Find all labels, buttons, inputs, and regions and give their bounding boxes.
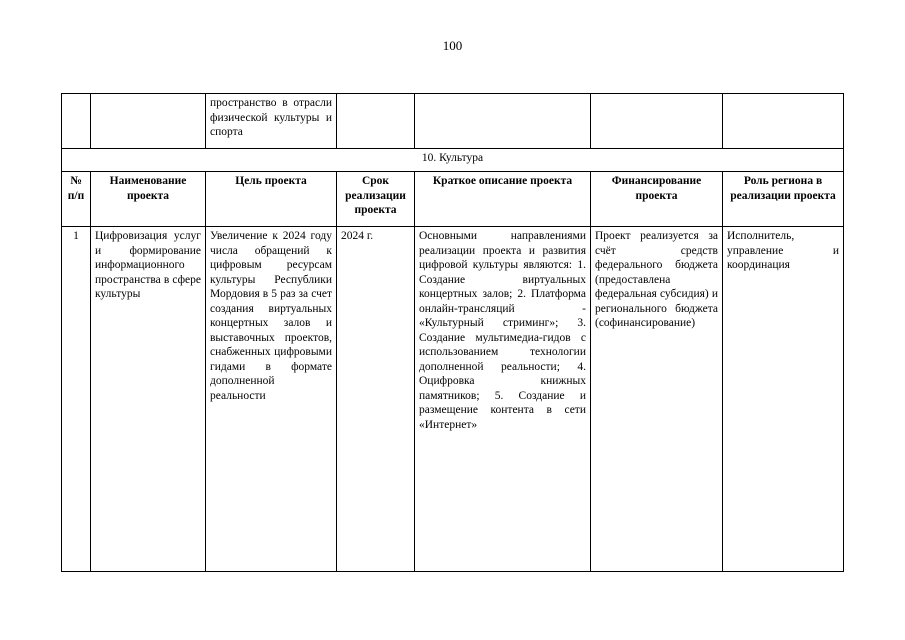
section-title: 10. Культура <box>62 149 844 172</box>
cell-term: 2024 г. <box>337 227 415 572</box>
cell-goal-continuation: пространство в отрасли физической культуры и спорта <box>206 94 337 149</box>
section-row <box>62 149 844 172</box>
header-role: Роль региона в реализации проекта <box>723 172 844 227</box>
cell-empty <box>415 94 591 149</box>
header-term: Срок реализации проекта <box>337 172 415 227</box>
table-row-continuation <box>62 94 844 149</box>
cell-goal: Увеличение к 2024 году числа обращений к цифровым ресурсам культуры Республики Мордовия в 5 раз за счет создания виртуальных концертных залов и выставочных проектов, снабженных цифровыми гидами в формате дополненной реальности <box>206 227 337 572</box>
cell-description: Основными направлениями реализации проекта и развития цифровой культуры являются: 1. Создание виртуальных концертных залов; 2. Платформа онлайн-трансляций - «Культурный стриминг»; 3. Создание мультимедиа-гидов с использованием технологии дополненной реальности; 4. Оцифровка книжных памятников; 5. Создание и размещение контента в сети «Интернет» <box>415 227 591 572</box>
header-goal: Цель проекта <box>206 172 337 227</box>
cell-empty <box>91 94 206 149</box>
header-num: № п/п <box>62 172 91 227</box>
projects-table <box>61 93 844 572</box>
page-number: 100 <box>442 38 463 53</box>
cell-name: Цифровизация услуг и формирование информационного пространства в сфере культуры <box>91 227 206 572</box>
header-name: Наименование проекта <box>91 172 206 227</box>
header-description: Краткое описание проекта <box>415 172 591 227</box>
cell-num: 1 <box>62 227 91 572</box>
cell-empty <box>62 94 91 149</box>
cell-empty <box>337 94 415 149</box>
header-financing: Финансирование проекта <box>591 172 723 227</box>
cell-financing: Проект реализуется за счёт средств федерального бюджета (предоставлена федеральная субсидия) и регионального бюджета (софинансирование) <box>591 227 723 572</box>
cell-role: Исполнитель, управление и координация <box>723 227 844 572</box>
cell-empty <box>591 94 723 149</box>
header-row <box>62 172 844 227</box>
cell-empty <box>723 94 844 149</box>
table-row <box>62 227 844 572</box>
